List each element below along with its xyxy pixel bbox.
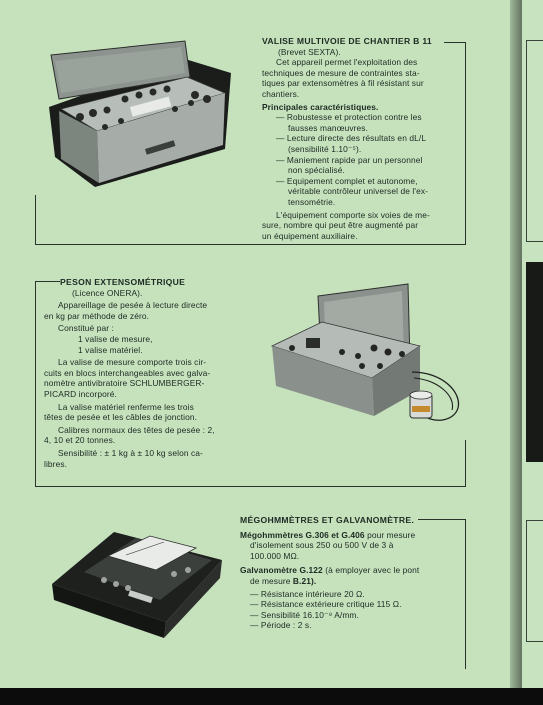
section1-left-rule: [35, 195, 36, 245]
feature-4-line-2: véritable contrôleur universel de l'ex-: [288, 186, 429, 197]
section1-closing-2: sure, nombre qui peut être augmenté par: [262, 220, 419, 231]
section3-title: MÉGOHMMÈTRES ET GALVANOMÈTRE.: [240, 515, 415, 525]
section3-p2-1: (à employer avec le pont: [325, 565, 420, 576]
section2-subtitle: (Licence ONERA).: [72, 287, 143, 298]
section2-item-1: 1 valise de mesure,: [78, 333, 153, 344]
section2-p3-4: PICARD incorporé.: [44, 388, 117, 399]
section2-item-2: 1 valise matériel.: [78, 344, 143, 355]
feature-2-line-1: — Lecture directe des résultats en dL/L: [276, 133, 427, 144]
section3-right-rule: [465, 519, 466, 669]
feature-3-line-1: — Maniement rapide par un personnel: [276, 154, 423, 165]
adjacent-page-edge: [522, 0, 543, 688]
section3-p2-2: de mesure: [250, 575, 291, 586]
section1-intro-2: techniques de mesure de contraintes sta-: [262, 67, 420, 78]
section2-p3-1: La valise de mesure comporte trois cir-: [58, 357, 207, 368]
section1-intro-1: Cet appareil permet l'exploitation des: [276, 57, 418, 68]
feature-4-line-3: tensométrie.: [288, 196, 336, 207]
section1-closing-3: un équipement auxiliaire.: [262, 230, 358, 241]
section1-features-heading: Principales caractéristiques.: [262, 101, 379, 112]
section1-intro-3: tiques par extensomètres à fil résistant sur: [262, 78, 424, 89]
adjacent-photo: [526, 262, 543, 462]
megohmmeter-photo: [46, 522, 228, 642]
section2-constitue: Constitué par :: [58, 323, 114, 334]
section2-p3-3: nomètre antivibratoire SCHLUMBERGER-: [44, 378, 205, 389]
feature-1-line-1: — Robustesse et protection contre les: [276, 112, 422, 123]
section2-bottom-rule: [35, 486, 466, 487]
section1-bottom-rule: [35, 244, 466, 245]
section2-p5-2: 4, 10 et 20 tonnes.: [44, 435, 116, 446]
section2-p6-1: Sensibilité : ± 1 kg à ± 10 kg selon ca-: [58, 447, 203, 458]
megohmmeter-models: Mégohmmètres G.306 et G.406: [240, 529, 365, 540]
section2-p3-2: cuits en blocs interchangeables avec galva-: [44, 367, 211, 378]
section2-p4-2: têtes de pesée et les câbles de jonction.: [44, 412, 198, 423]
section2-p6-2: libres.: [44, 458, 68, 469]
scan-bottom-edge: [0, 688, 543, 705]
section1-text: [262, 36, 452, 241]
section2-left-rule: [35, 281, 36, 486]
section2-right-rule: [465, 440, 466, 487]
weighing-case-photo: [262, 282, 467, 442]
section2-p4-1: La valise matériel renferme les trois: [58, 401, 194, 412]
section1-closing-1: L'équipement comporte six voies de me-: [276, 209, 430, 220]
section3-item-1: — Résistance intérieure 20 Ω.: [250, 588, 365, 599]
section3-item-2: — Résistance extérieure critique 115 Ω.: [250, 599, 402, 610]
section3-item-4: — Période : 2 s.: [250, 620, 312, 631]
section2-text: [44, 277, 249, 469]
section3-p1-2: d'isolement sous 250 ou 500 V de 3 à: [250, 540, 394, 551]
section1-right-rule: [465, 42, 466, 245]
section2-title: PESON EXTENSOMÉTRIQUE: [60, 277, 186, 287]
galvanometer-model: Galvanomètre G.122: [240, 565, 323, 576]
section2-p1-2: en kg par méthode de zéro.: [44, 310, 150, 321]
feature-4-line-1: — Equipement complet et autonome,: [276, 175, 418, 186]
section2-p1-1: Appareillage de pesée à lecture directe: [58, 300, 208, 311]
section3-p2-3: B.21).: [292, 575, 317, 586]
feature-2-line-2: (sensibilité 1.10⁻⁵).: [288, 143, 362, 154]
feature-3-line-2: non spécialisé.: [288, 165, 345, 176]
section3-p1-3: 100.000 MΩ.: [250, 550, 300, 561]
section1-subtitle: (Brevet SEXTA).: [278, 46, 341, 57]
section2-p5-1: Calibres normaux des têtes de pesée : 2,: [58, 424, 215, 435]
section3-item-3: — Sensibilité 16.10⁻⁹ A/mm.: [250, 609, 359, 620]
adjacent-frame-top: [526, 40, 543, 242]
multichannel-case-photo: [35, 37, 255, 195]
section3-text: [240, 515, 445, 631]
adjacent-frame-bottom: [526, 520, 543, 642]
feature-1-line-2: fausses manœuvres.: [288, 122, 368, 133]
section1-title: VALISE MULTIVOIE DE CHANTIER B 11: [262, 36, 433, 46]
section1-intro-4: chantiers.: [262, 88, 300, 99]
section3-p1-1: pour mesure: [367, 529, 416, 540]
